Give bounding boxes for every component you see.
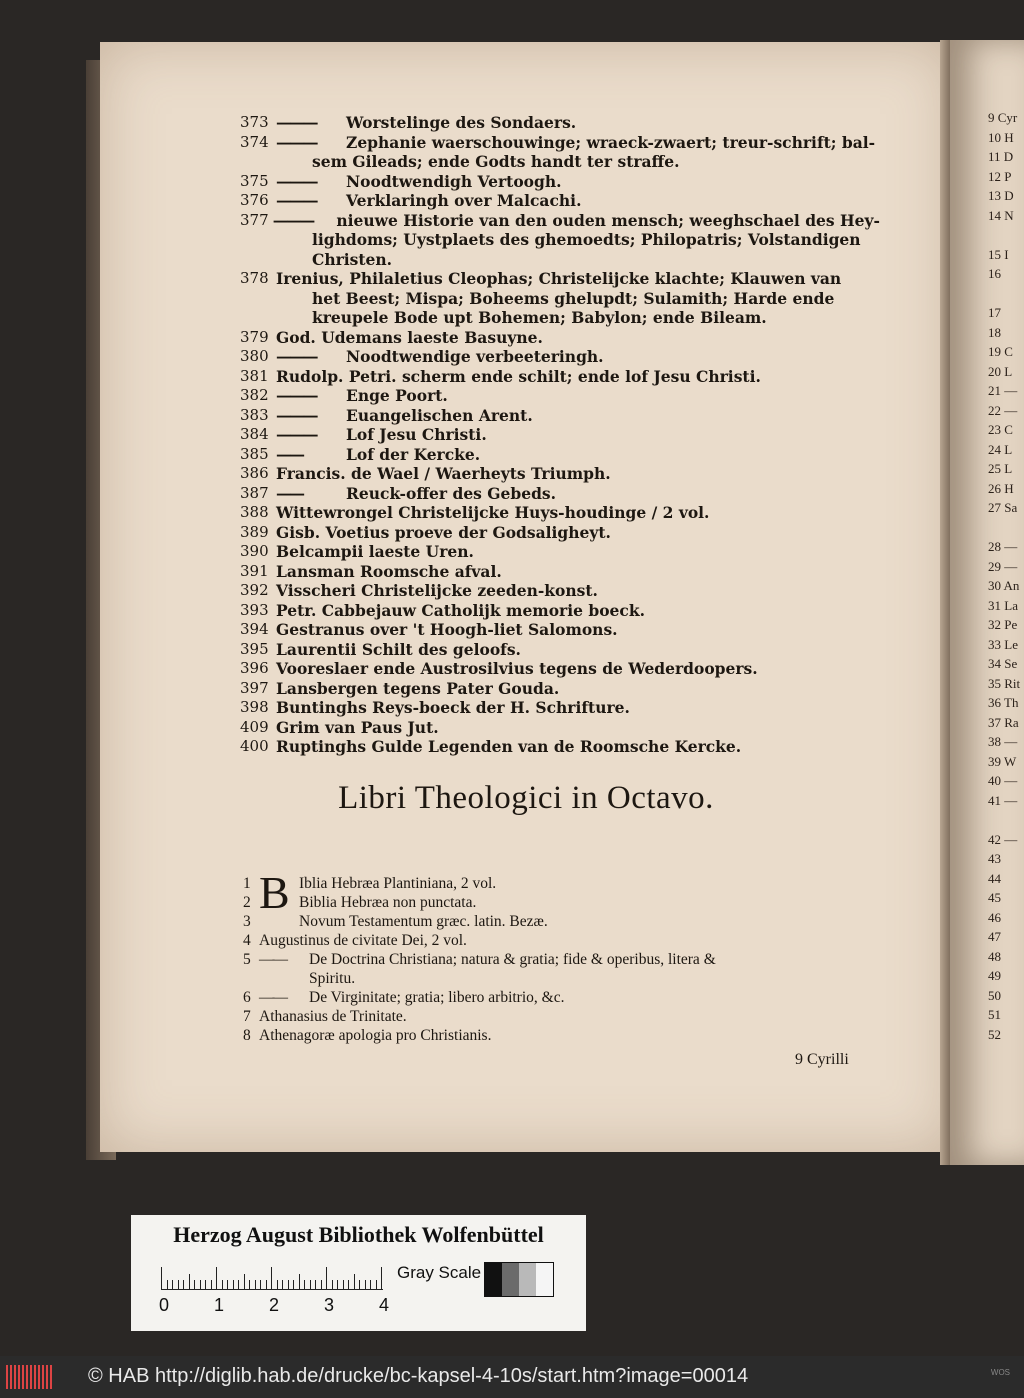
ruler-tick xyxy=(271,1267,272,1289)
entry-row xyxy=(240,562,880,582)
ruler-tick xyxy=(167,1280,168,1289)
entry-title: Athenagoræ apologia pro Christianis. xyxy=(259,1027,492,1044)
entry-title: Francis. de Wael / Waerheyts Triumph. xyxy=(276,464,611,483)
facing-line-number: 51 xyxy=(988,1007,1001,1022)
latin-entries-list xyxy=(243,867,883,1045)
entry-number: 376 xyxy=(240,191,269,209)
ruler-tick xyxy=(304,1280,305,1289)
entry-title: Enge Poort. xyxy=(346,386,448,405)
facing-line-number: 15 I xyxy=(988,246,1009,262)
facing-line-number: 39 W xyxy=(988,753,1017,769)
entry-row xyxy=(240,737,880,757)
entry-number: 380 xyxy=(240,347,269,365)
entry-number: 382 xyxy=(240,386,269,404)
ditto-dash: ——— xyxy=(276,405,317,425)
entry-row xyxy=(240,698,880,718)
entry-title: Noodtwendigh Vertoogh. xyxy=(346,171,562,191)
entry-number: 392 xyxy=(240,581,269,599)
entry-number: 379 xyxy=(240,327,269,346)
entry-number: 395 xyxy=(240,639,269,658)
entry-row xyxy=(240,679,880,699)
facing-line-number: 34 Se xyxy=(988,656,1018,671)
ruler-tick xyxy=(260,1280,261,1289)
entry-row xyxy=(240,640,880,660)
drop-cap: B xyxy=(259,867,290,918)
ruler-tick xyxy=(299,1274,300,1289)
entry-number: 390 xyxy=(240,542,269,560)
entry-row xyxy=(240,445,880,465)
entry-number: 6 xyxy=(243,989,251,1006)
dutch-entries-list xyxy=(240,113,880,757)
ruler-tick xyxy=(321,1280,322,1289)
catchword: 9 Cyrilli xyxy=(795,1051,849,1068)
facing-line-number: 27 Sa xyxy=(988,500,1018,515)
latin-entry-row xyxy=(243,912,883,931)
facing-line-number: 33 Le xyxy=(988,636,1018,652)
latin-entry-row xyxy=(243,1026,883,1045)
facing-line-number: 36 Th xyxy=(988,695,1019,710)
latin-entry-row xyxy=(243,893,883,912)
latin-entry-row xyxy=(243,950,883,969)
ruler-tick xyxy=(216,1267,217,1289)
entry-row xyxy=(240,113,880,133)
ruler-tick xyxy=(359,1280,360,1289)
facing-line-number: 37 Ra xyxy=(988,714,1019,730)
entry-row xyxy=(240,133,880,153)
ditto-dash: ——— xyxy=(276,113,317,132)
ruler-tick xyxy=(326,1267,327,1289)
entry-title: Athanasius de Trinitate. xyxy=(259,1008,407,1025)
entry-row xyxy=(240,386,880,406)
ruler-tick xyxy=(381,1267,382,1289)
ruler-tick xyxy=(222,1280,223,1289)
entry-row xyxy=(240,601,880,621)
entry-title: Lansbergen tegens Pater Gouda. xyxy=(276,678,560,698)
ruler-tick xyxy=(348,1280,349,1289)
ditto-dash: —— xyxy=(276,483,303,503)
facing-line-number: 43 xyxy=(988,851,1001,866)
entry-number: 381 xyxy=(240,366,269,385)
entry-title: Rudolp. Petri. scherm ende schilt; ende lof Jesu Christi. xyxy=(276,366,761,386)
entry-row xyxy=(240,172,880,192)
entry-continuation: Christen. xyxy=(312,249,393,269)
ruler-tick xyxy=(227,1280,228,1289)
ruler-tick xyxy=(277,1280,278,1289)
facing-line-number: 18 xyxy=(988,324,1001,340)
ditto-dash: —— xyxy=(259,951,286,968)
ditto-dash: —— xyxy=(276,444,303,464)
entry-title: Worstelinge des Sondaers. xyxy=(346,113,577,132)
ruler-tick xyxy=(189,1274,190,1289)
facing-line-number: 19 C xyxy=(988,344,1013,359)
ruler-tick xyxy=(337,1280,338,1289)
ditto-dash: ——— xyxy=(276,347,317,366)
facing-line-number: 44 xyxy=(988,870,1001,886)
facing-line-number: 38 — xyxy=(988,734,1018,749)
facing-line-number: 41 — xyxy=(988,792,1018,808)
ruler-tick xyxy=(354,1274,355,1289)
gray-patch xyxy=(485,1263,502,1296)
ruler-tick xyxy=(244,1274,245,1289)
facing-line-number: 23 C xyxy=(988,422,1013,437)
entry-row xyxy=(240,191,880,211)
facing-line-number: 17 xyxy=(988,305,1001,320)
entry-title: Reuck-offer des Gebeds. xyxy=(346,483,557,503)
ruler-tick xyxy=(288,1280,289,1289)
gray-scale-swatch xyxy=(484,1262,554,1297)
facing-line-number: 25 L xyxy=(988,461,1013,476)
entry-title: Wittewrongel Christelijcke Huys-houdinge / 2 vol. xyxy=(276,503,710,522)
entry-number: 386 xyxy=(240,464,269,482)
entry-row xyxy=(240,328,880,348)
scale-ruler xyxy=(161,1267,383,1290)
entry-title: Gisb. Voetius proeve der Godsaligheyt. xyxy=(276,522,611,542)
ruler-tick xyxy=(282,1280,283,1289)
facing-line-number: 30 An xyxy=(988,578,1020,593)
ruler-tick xyxy=(332,1280,333,1289)
entry-title: Lansman Roomsche afval. xyxy=(276,561,502,581)
entry-row xyxy=(240,718,880,738)
entry-title: Gestranus over 't Hoogh-liet Salomons. xyxy=(276,620,618,639)
ruler-tick xyxy=(343,1280,344,1289)
facing-line-number xyxy=(988,518,1020,538)
facing-line-number: 52 xyxy=(988,1026,1001,1042)
ruler-tick xyxy=(255,1280,256,1289)
entry-row xyxy=(240,523,880,543)
facing-line-number: 47 xyxy=(988,929,1001,944)
ditto-dash: ——— xyxy=(272,210,314,230)
entry-number: 7 xyxy=(243,1008,251,1025)
ruler-label: 3 xyxy=(324,1295,335,1315)
entry-number: 378 xyxy=(240,269,269,287)
entry-number: 384 xyxy=(240,425,269,443)
gray-scale-label: Gray Scale xyxy=(397,1263,482,1282)
facing-line-number: 12 P xyxy=(988,168,1012,184)
entry-title: Verklaringh over Malcachi. xyxy=(346,191,582,210)
entry-number: 388 xyxy=(240,503,269,521)
entry-continuation: het Beest; Mispa; Boheems ghelupdt; Sulamith; Harde ende xyxy=(312,288,835,308)
viewer-footer xyxy=(0,1356,1024,1398)
facing-line-number: 35 Rit xyxy=(988,675,1021,691)
facing-line-number: 22 — xyxy=(988,402,1018,418)
ruler-label: 4 xyxy=(379,1295,390,1315)
entry-number: 2 xyxy=(243,894,251,911)
facing-line-number: 21 — xyxy=(988,383,1018,398)
ruler-tick xyxy=(249,1280,250,1289)
latin-entry-row xyxy=(243,874,883,893)
entry-number: 396 xyxy=(240,659,269,677)
facing-line-number: 48 xyxy=(988,948,1001,964)
entry-title: Laurentii Schilt des geloofs. xyxy=(276,639,521,659)
ruler-tick xyxy=(238,1280,239,1289)
ruler-tick xyxy=(205,1280,206,1289)
entry-number: 4 xyxy=(243,932,251,949)
entry-continuation: kreupele Bode upt Bohemen; Babylon; ende Bileam. xyxy=(312,308,767,327)
footer-mark: WOS xyxy=(990,1368,1010,1377)
entry-title: Petr. Cabbejauw Catholijk memorie boeck. xyxy=(276,600,645,620)
facing-line-number: 46 xyxy=(988,909,1001,925)
entry-number: 8 xyxy=(243,1027,251,1044)
ditto-dash: ——— xyxy=(276,386,317,405)
ruler-tick xyxy=(370,1280,371,1289)
entry-row xyxy=(240,581,880,601)
entry-title: God. Udemans laeste Basuyne. xyxy=(276,327,543,347)
entry-title: Augustinus de civitate Dei, 2 vol. xyxy=(259,932,467,949)
entry-number: 3 xyxy=(243,913,251,930)
entry-title: Irenius, Philaletius Cleophas; Christelijcke klachte; Klauwen van xyxy=(276,269,842,288)
entry-number: 400 xyxy=(240,737,269,755)
entry-title: nieuwe Historie van den ouden mensch; weeghschael des Hey- xyxy=(336,210,880,230)
entry-title: Visscheri Christelijcke zeeden-konst. xyxy=(276,581,598,600)
ruler-tick xyxy=(161,1267,162,1289)
entry-row xyxy=(240,425,880,445)
gray-patch xyxy=(536,1263,553,1296)
entry-title: Grim van Paus Jut. xyxy=(276,717,439,737)
latin-entry-row xyxy=(243,988,883,1007)
facing-line-number: 45 xyxy=(988,890,1001,905)
ditto-dash: —— xyxy=(259,989,286,1006)
entry-title: De Virginitate; gratia; libero arbitrio, &c. xyxy=(309,989,565,1006)
facing-line-number: 31 La xyxy=(988,597,1018,613)
facing-line-number: 32 Pe xyxy=(988,617,1018,632)
ruler-tick xyxy=(172,1280,173,1289)
entry-number: 398 xyxy=(240,698,269,716)
entry-number: 393 xyxy=(240,600,269,619)
entry-continuation: sem Gileads; ende Godts handt ter straffe. xyxy=(312,152,680,171)
facing-line-number: 24 L xyxy=(988,441,1013,457)
entry-number: 391 xyxy=(240,561,269,580)
facing-line-number: 28 — xyxy=(988,539,1018,554)
ditto-dash: ——— xyxy=(276,132,317,152)
entry-title: Lof Jesu Christi. xyxy=(346,425,487,444)
facing-line-number: 20 L xyxy=(988,363,1013,379)
section-heading: Libri Theologici in Octavo. xyxy=(338,780,714,816)
facing-line-number xyxy=(988,810,1020,830)
entry-title: Noodtwendige verbeeteringh. xyxy=(346,347,604,366)
entry-number: 1 xyxy=(243,875,251,892)
facing-line-number: 49 xyxy=(988,968,1001,983)
ruler-tick xyxy=(211,1280,212,1289)
facing-line-number xyxy=(988,284,1020,304)
ditto-dash: ——— xyxy=(276,171,317,191)
gray-patch xyxy=(502,1263,519,1296)
entry-number: 373 xyxy=(240,113,269,131)
footer-url-link[interactable]: © HAB http://diglib.hab.de/drucke/bc-kapsel-4-10s/start.htm?image=00014 xyxy=(88,1365,749,1387)
entry-row xyxy=(240,484,880,504)
ruler-tick xyxy=(310,1280,311,1289)
ruler-tick xyxy=(266,1280,267,1289)
ruler-tick xyxy=(194,1280,195,1289)
entry-row xyxy=(240,269,880,289)
entry-title: De Doctrina Christiana; natura & gratia; fide & operibus, litera & xyxy=(309,951,716,968)
entry-title: Belcampii laeste Uren. xyxy=(276,542,474,561)
entry-continuation: lighdoms; Uystplaets des ghemoedts; Philopatris; Volstandigen xyxy=(312,230,861,249)
facing-line-number: 26 H xyxy=(988,480,1014,496)
facing-line-number: 50 xyxy=(988,987,1001,1003)
facing-line-number: 16 xyxy=(988,266,1001,281)
gray-patch xyxy=(519,1263,536,1296)
entry-row xyxy=(240,347,880,367)
entry-title: Zephanie waerschouwinge; wraeck-zwaert; treur-schrift; bal- xyxy=(346,132,876,152)
latin-continuation: Spiritu. xyxy=(309,970,356,987)
entry-number: 383 xyxy=(240,405,269,424)
facing-line-number: 14 N xyxy=(988,207,1014,223)
entry-title: Iblia Hebræa Plantiniana, 2 vol. xyxy=(299,875,497,892)
entry-title: Novum Testamentum græc. latin. Bezæ. xyxy=(299,913,548,930)
facing-line-number: 40 — xyxy=(988,773,1018,788)
entry-number: 389 xyxy=(240,522,269,541)
entry-title: Lof der Kercke. xyxy=(346,444,481,464)
entry-number: 5 xyxy=(243,951,251,968)
ruler-tick xyxy=(293,1280,294,1289)
facing-line-number: 9 Cyr xyxy=(988,110,1018,125)
entry-number: 397 xyxy=(240,678,269,697)
entry-title: Ruptinghs Gulde Legenden van de Roomsche Kercke. xyxy=(276,737,742,756)
entry-row xyxy=(240,464,880,484)
facing-page-numbers xyxy=(988,108,1020,1044)
latin-entry-row xyxy=(243,931,883,950)
ruler-tick xyxy=(183,1280,184,1289)
entry-title: Euangelischen Arent. xyxy=(346,405,533,425)
ruler-tick xyxy=(315,1280,316,1289)
ruler-tick xyxy=(200,1280,201,1289)
facing-line-number: 13 D xyxy=(988,188,1014,203)
entry-number: 409 xyxy=(240,717,269,736)
entry-row xyxy=(240,659,880,679)
entry-number: 387 xyxy=(240,483,269,502)
library-name: Herzog August Bibliothek Wolfenbüttel xyxy=(173,1222,544,1247)
facing-line-number xyxy=(988,225,1020,245)
entry-number: 394 xyxy=(240,620,269,638)
color-calibration-card xyxy=(131,1215,586,1331)
facing-line-number: 42 — xyxy=(988,831,1018,847)
ruler-label: 1 xyxy=(214,1295,225,1315)
entry-row xyxy=(240,503,880,523)
entry-row xyxy=(240,620,880,640)
entry-title: Vooreslaer ende Austrosilvius tegens de Wederdoopers. xyxy=(276,659,758,678)
ruler-label: 0 xyxy=(159,1295,170,1315)
facing-line-number: 29 — xyxy=(988,558,1018,574)
entry-title: Buntinghs Reys-boeck der H. Schrifture. xyxy=(276,698,630,717)
ruler-tick xyxy=(178,1280,179,1289)
barcode-icon xyxy=(6,1365,52,1389)
entry-row xyxy=(240,542,880,562)
facing-line-number: 11 D xyxy=(988,149,1014,164)
ruler-tick xyxy=(376,1280,377,1289)
ruler-tick xyxy=(233,1280,234,1289)
ditto-dash: ——— xyxy=(276,191,317,210)
facing-line-number: 10 H xyxy=(988,129,1014,145)
entry-row xyxy=(240,211,880,231)
entry-number: 374 xyxy=(240,132,269,151)
ruler-tick xyxy=(365,1280,366,1289)
ruler-label: 2 xyxy=(269,1295,280,1315)
entry-number: 385 xyxy=(240,444,269,463)
entry-number: 375 xyxy=(240,171,269,190)
entry-number: 377 xyxy=(240,210,269,229)
entry-row xyxy=(240,406,880,426)
entry-row xyxy=(240,367,880,387)
ditto-dash: ——— xyxy=(276,425,317,444)
latin-entry-row xyxy=(243,1007,883,1026)
entry-title: Biblia Hebræa non punctata. xyxy=(299,894,477,911)
